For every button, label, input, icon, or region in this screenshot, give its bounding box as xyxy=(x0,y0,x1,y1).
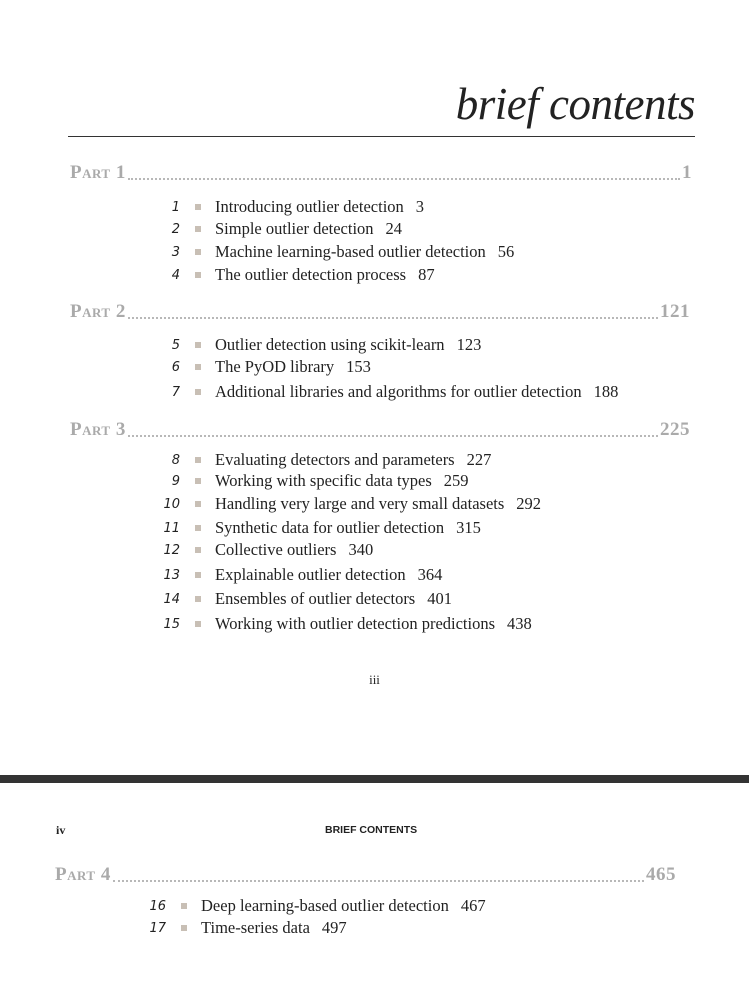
chapter-number: 16 xyxy=(149,898,166,914)
part-label: Part 1 xyxy=(70,162,126,183)
part-page: 121 xyxy=(660,301,690,322)
part-label: Part 2 xyxy=(70,301,126,322)
bullet-icon xyxy=(195,389,201,395)
chapter-page: 227 xyxy=(466,450,492,469)
dot-leader xyxy=(128,317,658,319)
part-heading[interactable] xyxy=(70,162,692,184)
chapter-page: 467 xyxy=(460,896,486,915)
chapter-number: 9 xyxy=(171,473,180,489)
chapter-title: Time-series data xyxy=(201,918,310,937)
chapter-number: 17 xyxy=(149,920,166,936)
bullet-icon xyxy=(195,478,201,484)
chapter-page: 259 xyxy=(443,471,469,490)
chapter-title: Outlier detection using scikit-learn xyxy=(215,335,445,354)
chapter-page: 123 xyxy=(456,335,482,354)
chapter-title: Collective outliers xyxy=(215,540,337,559)
page-folio: iv xyxy=(56,823,66,837)
chapter-entry[interactable] xyxy=(136,917,347,939)
chapter-title: Working with specific data types xyxy=(215,471,432,490)
bullet-icon xyxy=(195,272,201,278)
chapter-title: The PyOD library xyxy=(215,357,335,376)
bullet-icon xyxy=(195,596,201,602)
chapter-entry[interactable] xyxy=(150,381,618,403)
dot-leader xyxy=(128,178,680,180)
page-number: iii xyxy=(369,672,380,687)
bullet-icon xyxy=(181,925,187,931)
chapter-page: 56 xyxy=(497,242,515,261)
bullet-icon xyxy=(195,204,201,210)
chapter-page: 153 xyxy=(346,357,371,376)
chapter-number: 6 xyxy=(171,359,180,375)
chapter-page: 3 xyxy=(415,197,425,216)
part-label: Part 3 xyxy=(70,419,126,440)
chapter-page: 438 xyxy=(507,614,532,633)
chapter-entry[interactable] xyxy=(150,264,435,286)
chapter-number: 3 xyxy=(171,244,180,260)
part-heading[interactable] xyxy=(70,419,690,441)
chapter-title: Additional libraries and algorithms for outlier detection xyxy=(215,382,582,401)
chapter-number: 10 xyxy=(163,496,180,512)
page-title: brief contents xyxy=(455,79,695,129)
chapter-entry[interactable] xyxy=(150,493,541,515)
chapter-entry[interactable] xyxy=(150,356,371,378)
chapter-title: The outlier detection process xyxy=(215,265,407,284)
bullet-icon xyxy=(195,525,201,531)
chapter-page: 315 xyxy=(456,518,481,537)
chapter-entry[interactable] xyxy=(150,334,481,356)
chapter-number: 2 xyxy=(171,221,180,237)
bullet-icon xyxy=(195,457,201,463)
chapter-number: 5 xyxy=(171,337,180,353)
chapter-page: 401 xyxy=(427,589,452,608)
chapter-title: Handling very large and very small datasets xyxy=(215,494,505,513)
chapter-entry[interactable] xyxy=(150,613,532,635)
chapter-title: Working with outlier detection predictions xyxy=(215,614,496,633)
bullet-icon xyxy=(195,621,201,627)
bullet-icon xyxy=(181,903,187,909)
chapter-title: Explainable outlier detection xyxy=(215,565,406,584)
part-heading[interactable] xyxy=(70,301,690,323)
title-rule xyxy=(68,136,695,137)
chapter-page: 188 xyxy=(593,382,619,401)
bullet-icon xyxy=(195,226,201,232)
part-page: 225 xyxy=(660,419,690,440)
chapter-number: 7 xyxy=(171,384,180,400)
chapter-entry[interactable] xyxy=(150,196,424,218)
chapter-entry[interactable] xyxy=(136,895,486,917)
chapter-title: Introducing outlier detection xyxy=(215,197,404,216)
chapter-entry[interactable] xyxy=(150,588,452,610)
chapter-number: 14 xyxy=(163,591,180,607)
dot-leader xyxy=(113,880,644,882)
chapter-number: 4 xyxy=(171,267,180,283)
bullet-icon xyxy=(195,342,201,348)
running-header: BRIEF CONTENTS xyxy=(325,824,418,836)
chapter-number: 15 xyxy=(163,616,180,632)
chapter-number: 13 xyxy=(163,567,180,583)
chapter-page: 87 xyxy=(418,265,435,284)
chapter-page: 292 xyxy=(516,494,542,513)
dot-leader xyxy=(128,435,658,437)
chapter-number: 1 xyxy=(171,199,180,215)
chapter-page: 497 xyxy=(321,918,347,937)
chapter-number: 8 xyxy=(171,452,180,468)
chapter-entry[interactable] xyxy=(150,241,514,263)
chapter-title: Ensembles of outlier detectors xyxy=(215,589,416,608)
part-page: 1 xyxy=(682,162,692,183)
bullet-icon xyxy=(195,572,201,578)
part-label: Part 4 xyxy=(55,864,111,885)
chapter-title: Simple outlier detection xyxy=(215,219,374,238)
part-page: 465 xyxy=(646,864,676,885)
chapter-entry[interactable] xyxy=(150,564,442,586)
bullet-icon xyxy=(195,547,201,553)
chapter-title: Synthetic data for outlier detection xyxy=(215,518,445,537)
chapter-page: 364 xyxy=(417,565,443,584)
chapter-entry[interactable] xyxy=(150,218,402,240)
chapter-page: 340 xyxy=(348,540,374,559)
chapter-page: 24 xyxy=(385,219,403,238)
chapter-number: 12 xyxy=(163,542,180,558)
chapter-entry[interactable] xyxy=(150,470,469,492)
chapter-entry[interactable] xyxy=(150,449,491,471)
chapter-title: Deep learning-based outlier detection xyxy=(201,896,449,915)
part-heading[interactable] xyxy=(55,864,676,886)
chapter-entry[interactable] xyxy=(150,539,373,561)
chapter-title: Evaluating detectors and parameters xyxy=(215,450,455,469)
page-separator xyxy=(0,775,749,783)
bullet-icon xyxy=(195,249,201,255)
bullet-icon xyxy=(195,364,201,370)
bullet-icon xyxy=(195,501,201,507)
chapter-number: 11 xyxy=(163,520,180,536)
chapter-title: Machine learning-based outlier detection xyxy=(215,242,486,261)
chapter-entry[interactable] xyxy=(150,517,481,539)
